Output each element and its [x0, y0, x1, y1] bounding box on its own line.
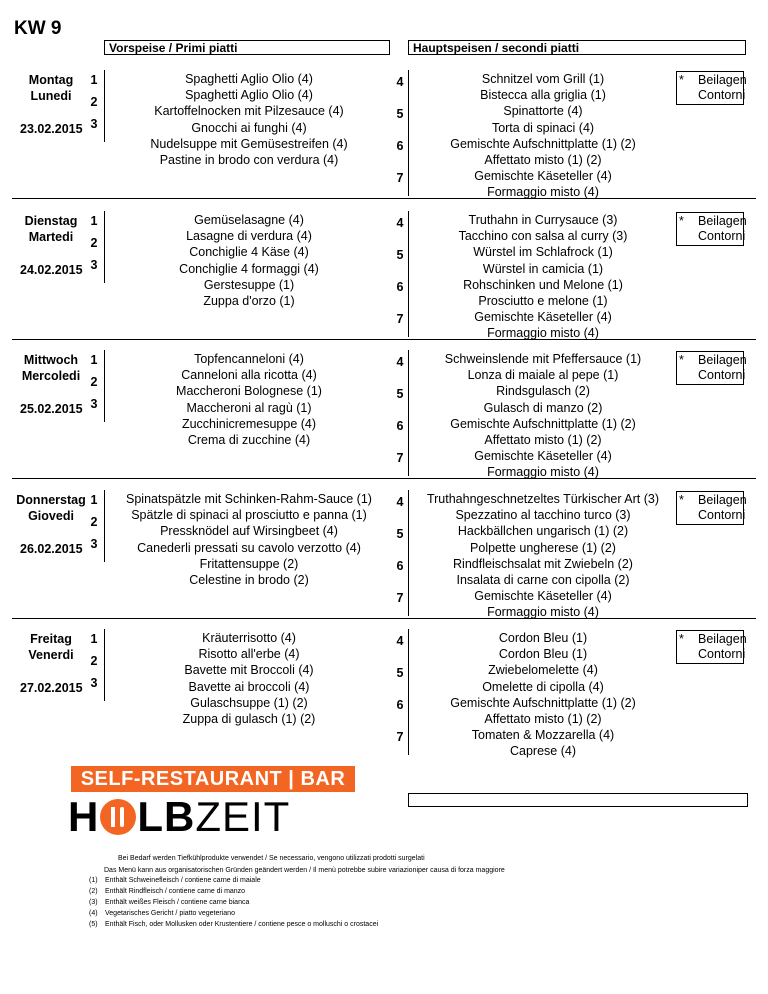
starters-header: Vorspeise / Primi piatti: [104, 40, 390, 55]
starter-dish: Bavette mit Broccoli (4): [184, 663, 314, 678]
divider: [408, 211, 409, 337]
starter-dish: Gnocchi ai funghi (4): [191, 120, 307, 135]
main-dish: Formaggio misto (4): [487, 465, 599, 480]
main-dish: Bistecca alla griglia (1): [480, 88, 606, 103]
day-name-it: Giovedi: [28, 509, 74, 523]
divider: [408, 70, 409, 196]
divider: [408, 490, 409, 616]
day-date: 24.02.2015: [20, 263, 83, 277]
mains-list: [410, 491, 676, 621]
starter-dish: Kräuterrisotto (4): [202, 631, 296, 645]
divider: [104, 490, 105, 562]
starter-dish: Spätzle di spinaci al prosciutto e panna (1): [131, 508, 367, 523]
starter-dish: Canneloni alla ricotta (4): [181, 368, 317, 383]
side-de: Beilagen: [698, 214, 747, 228]
starter-dish: Zuppa d'orzo (1): [203, 294, 295, 309]
side-dishes-box: [676, 491, 747, 525]
main-number: 4: [396, 634, 404, 648]
main-number: 6: [396, 559, 404, 573]
star-marker: *: [679, 353, 684, 367]
starter-number: 1: [90, 214, 98, 228]
starter-number: 1: [90, 493, 98, 507]
main-dish: Torta di spinaci (4): [491, 120, 595, 135]
week-title: KW 9: [14, 18, 62, 39]
main-dish: Truthahn in Currysauce (3): [468, 213, 618, 227]
day-name-de: Freitag: [30, 632, 72, 646]
main-dish: Schnitzel vom Grill (1): [481, 72, 605, 86]
main-number: 6: [396, 419, 404, 433]
footnote-text: Enthält weißes Fleisch / contiene carne bianca: [105, 899, 250, 906]
divider: [408, 350, 409, 476]
footer-line1: Bei Bedarf werden Tiefkühlprodukte verwendet / Se necessario, vengono utilizzati prodotti surgelati: [118, 855, 425, 862]
main-number: 7: [396, 451, 404, 465]
main-dish: Prosciutto e melone (1): [478, 294, 608, 309]
footnote-text: Enthält Schweinefleisch / contiene carne di maiale: [105, 877, 261, 884]
day-separator: [12, 339, 756, 340]
main-number: 4: [396, 216, 404, 230]
main-dish: Cordon Bleu (1): [498, 647, 588, 662]
divider: [408, 629, 409, 755]
starter-dish: Zucchinicremesuppe (4): [181, 416, 317, 431]
starters-list: [106, 630, 392, 727]
side-it: Contorni: [698, 508, 746, 522]
footnote-number: (5): [89, 921, 98, 928]
starter-dish: Kartoffelnocken mit Pilzesauce (4): [154, 104, 344, 119]
main-dish: Gemischte Käseteller (4): [474, 449, 612, 464]
main-number: 4: [396, 355, 404, 369]
mains-header: Hauptspeisen / secondi piatti: [408, 40, 746, 55]
starter-number: 2: [90, 236, 98, 250]
main-dish: Caprese (4): [510, 744, 576, 759]
main-dish: Affettato misto (1) (2): [484, 153, 602, 168]
starter-number: 1: [90, 632, 98, 646]
main-number: 5: [396, 107, 404, 121]
footnote-number: (4): [89, 910, 98, 917]
starter-dish: Topfencanneloni (4): [194, 352, 304, 366]
main-number: 4: [396, 495, 404, 509]
side-dishes-box: [676, 351, 747, 385]
main-number: 7: [396, 730, 404, 744]
main-number: 5: [396, 666, 404, 680]
day-name-it: Lunedi: [30, 89, 72, 103]
starter-dish: Gerstesuppe (1): [203, 277, 295, 292]
main-dish: Gemischte Käseteller (4): [474, 589, 612, 604]
main-dish: Würstel im Schlafrock (1): [473, 245, 613, 260]
main-dish: Cordon Bleu (1): [498, 631, 588, 645]
starter-dish: Canederli pressati su cavolo verzotto (4): [137, 540, 361, 555]
day-date: 25.02.2015: [20, 402, 83, 416]
day-separator: [12, 478, 756, 479]
main-dish: Schweinslende mit Pfeffersauce (1): [444, 352, 642, 366]
starter-dish: Pressknödel auf Wirsingbeet (4): [160, 524, 338, 539]
main-dish: Spezzatino al tacchino turco (3): [455, 508, 631, 523]
footnote-number: (2): [89, 888, 98, 895]
star-marker: *: [679, 632, 684, 646]
main-dish: Rindsgulasch (2): [496, 384, 590, 399]
starter-dish: Maccheroni Bolognese (1): [176, 384, 322, 399]
main-dish: Omelette di cipolla (4): [482, 679, 604, 694]
starter-dish: Fritattensuppe (2): [199, 556, 299, 571]
main-dish: Gemischte Käseteller (4): [474, 310, 612, 325]
main-dish: Insalata di carne con cipolla (2): [456, 573, 630, 588]
footnote-text: Vegetarisches Gericht / piatto vegeteriano: [105, 910, 235, 917]
starter-dish: Gulaschsuppe (1) (2): [190, 695, 308, 710]
main-number: 7: [396, 591, 404, 605]
footnote-text: Enthält Rindfleisch / contiene carne di manzo: [105, 888, 246, 895]
starters-list: [106, 491, 392, 588]
main-dish: Spinattorte (4): [503, 104, 583, 119]
starter-number: 3: [90, 397, 98, 411]
main-dish: Affettato misto (1) (2): [484, 433, 602, 448]
logo-wordmark: H LBZEIT: [68, 793, 291, 840]
side-it: Contorni: [698, 88, 746, 102]
side-it: Contorni: [698, 647, 746, 661]
starter-number: 2: [90, 515, 98, 529]
starters-list: [106, 212, 392, 309]
starter-number: 3: [90, 676, 98, 690]
star-marker: *: [679, 493, 684, 507]
divider: [104, 350, 105, 422]
starter-dish: Maccheroni al ragù (1): [186, 400, 312, 415]
side-de: Beilagen: [698, 493, 747, 507]
main-dish: Würstel in camicia (1): [482, 261, 604, 276]
day-name-it: Venerdi: [28, 648, 74, 662]
mains-list: [410, 630, 676, 760]
main-number: 5: [396, 248, 404, 262]
side-de: Beilagen: [698, 632, 747, 646]
main-number: 7: [396, 312, 404, 326]
starters-list: [106, 71, 392, 168]
starter-dish: Conchiglie 4 formaggi (4): [179, 261, 319, 276]
starter-dish: Spaghetti Aglio Olio (4): [185, 72, 313, 86]
starter-dish: Crema di zucchine (4): [187, 433, 311, 448]
side-dishes-box: [676, 630, 747, 664]
main-dish: Truthahngeschnetzeltes Türkischer Art (3): [426, 492, 660, 506]
side-de: Beilagen: [698, 353, 747, 367]
empty-note-box: [408, 793, 748, 807]
footer-line2: Das Menü kann aus organisatorischen Gründen geändert werden / Il menù potrebbe subire variazioniper causa di forza maggiore: [104, 867, 505, 874]
starter-dish: Gemüselasagne (4): [194, 213, 304, 227]
starter-dish: Spinatspätzle mit Schinken-Rahm-Sauce (1): [126, 492, 372, 506]
mains-list: [410, 71, 676, 201]
day-name-de: Donnerstag: [16, 493, 86, 507]
day-name-it: Mercoledi: [21, 369, 81, 383]
starters-list: [106, 351, 392, 448]
main-dish: Formaggio misto (4): [487, 605, 599, 620]
side-dishes-box: [676, 212, 747, 246]
day-date: 27.02.2015: [20, 681, 83, 695]
starter-number: 1: [90, 353, 98, 367]
main-dish: Formaggio misto (4): [487, 185, 599, 200]
starter-number: 2: [90, 375, 98, 389]
main-dish: Gulasch di manzo (2): [483, 400, 603, 415]
side-it: Contorni: [698, 368, 746, 382]
main-number: 4: [396, 75, 404, 89]
main-number: 6: [396, 698, 404, 712]
day-separator: [12, 198, 756, 199]
main-dish: Tacchino con salsa al curry (3): [458, 229, 628, 244]
star-marker: *: [679, 73, 684, 87]
starter-number: 3: [90, 117, 98, 131]
starter-dish: Pastine in brodo con verdura (4): [159, 153, 339, 168]
starter-dish: Risotto all'erbe (4): [198, 647, 300, 662]
starter-number: 1: [90, 73, 98, 87]
side-dishes-box: [676, 71, 747, 105]
day-date: 26.02.2015: [20, 542, 83, 556]
footnote-number: (3): [89, 899, 98, 906]
starter-dish: Spaghetti Aglio Olio (4): [185, 88, 313, 103]
starter-dish: Nudelsuppe mit Gemüsestreifen (4): [150, 136, 348, 151]
main-number: 6: [396, 139, 404, 153]
main-dish: Polpette ungherese (1) (2): [470, 540, 616, 555]
day-name-it: Martedi: [28, 230, 74, 244]
main-dish: Rohschinken und Melone (1): [463, 277, 623, 292]
fork-knife-icon: [100, 799, 136, 835]
starter-dish: Lasagne di verdura (4): [186, 229, 312, 244]
footnote-number: (1): [89, 877, 98, 884]
main-dish: Gemischte Aufschnittplatte (1) (2): [450, 416, 636, 431]
starter-dish: Zuppa di gulasch (1) (2): [182, 712, 316, 727]
starter-dish: Conchiglie 4 Käse (4): [189, 245, 309, 260]
main-dish: Hackbällchen ungarisch (1) (2): [457, 524, 629, 539]
main-dish: Gemischte Aufschnittplatte (1) (2): [450, 695, 636, 710]
starter-number: 2: [90, 95, 98, 109]
divider: [104, 629, 105, 701]
main-number: 5: [396, 387, 404, 401]
day-name-de: Dienstag: [24, 214, 78, 228]
main-dish: Lonza di maiale al pepe (1): [467, 368, 619, 383]
divider: [104, 211, 105, 283]
day-date: 23.02.2015: [20, 122, 83, 136]
mains-list: [410, 351, 676, 481]
main-dish: Gemischte Käseteller (4): [474, 169, 612, 184]
main-dish: Rindfleischsalat mit Zwiebeln (2): [453, 556, 633, 571]
day-name-de: Montag: [28, 73, 74, 87]
main-dish: Zwiebelomelette (4): [488, 663, 598, 678]
main-dish: Formaggio misto (4): [487, 326, 599, 341]
starter-dish: Celestine in brodo (2): [189, 573, 309, 588]
day-separator: [12, 618, 756, 619]
logo-banner: SELF-RESTAURANT | BAR: [71, 766, 355, 792]
divider: [104, 70, 105, 142]
mains-list: [410, 212, 676, 342]
day-name-de: Mittwoch: [23, 353, 79, 367]
starter-number: 3: [90, 258, 98, 272]
side-de: Beilagen: [698, 73, 747, 87]
main-number: 7: [396, 171, 404, 185]
footnote-text: Enthält Fisch, oder Mollusken oder Krustentiere / contiene pesce o molluschi o crostacei: [105, 921, 379, 928]
main-number: 6: [396, 280, 404, 294]
starter-number: 2: [90, 654, 98, 668]
main-dish: Affettato misto (1) (2): [484, 712, 602, 727]
main-dish: Gemischte Aufschnittplatte (1) (2): [450, 136, 636, 151]
star-marker: *: [679, 214, 684, 228]
starter-number: 3: [90, 537, 98, 551]
side-it: Contorni: [698, 229, 746, 243]
starter-dish: Bavette ai broccoli (4): [188, 679, 310, 694]
main-number: 5: [396, 527, 404, 541]
main-dish: Tomaten & Mozzarella (4): [471, 728, 615, 743]
